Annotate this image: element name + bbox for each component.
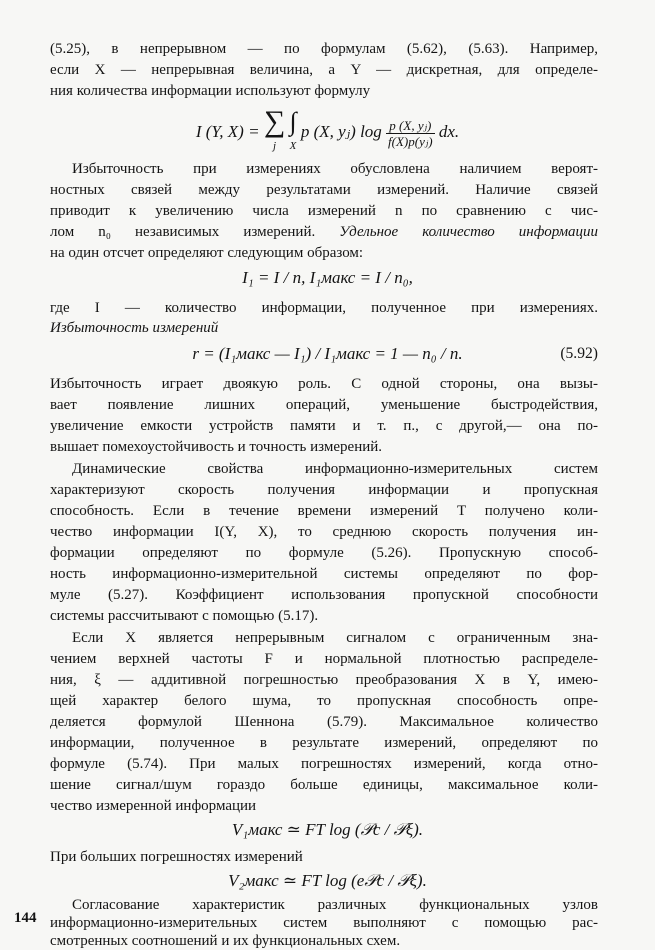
text-line: на один отсчет определяют следующим образом: — [50, 245, 364, 261]
text-line: щей характер белого шума, то пропускная способность опре- — [50, 693, 598, 709]
text-line: информации, полученное в результате измерений, определяют по — [50, 735, 598, 751]
text-line: чением верхней частоты F и нормальной плотностью распределе- — [50, 651, 598, 667]
text-line: способность. Если в течение времени измерений T получено коли- — [50, 503, 598, 519]
text-fragment: лом n₀ независимых измерений. — [50, 224, 316, 240]
formula-lhs: I (Y, X) = — [195, 122, 260, 141]
text-line: информационно-измерительных систем выполняют с помощью рас- — [50, 915, 598, 931]
text-line: смотренных соотношений и их функциональных схем. — [50, 933, 401, 949]
text-line: Избыточность играет двоякую роль. С одной стороны, она вызы- — [50, 376, 598, 392]
text-line: где I — количество информации, полученное при измерениях. — [50, 300, 598, 316]
text-line: вает появление лишних операций, уменьшение быстродействия, — [50, 397, 598, 413]
text-line: приводит к увеличению числа измерений n по сравнению с чис- — [50, 203, 598, 219]
text-line: если X — непрерывная величина, а Y — дискретная, для определе- — [50, 62, 598, 78]
text-line — [50, 223, 598, 241]
text-line: (5.25), в непрерывном — по формулам (5.62), (5.63). Например, — [50, 41, 598, 57]
sum-symbol: ∑ — [263, 105, 286, 139]
formula-differential: dx. — [438, 122, 460, 141]
text-line: формуле (5.74). При малых погрешностях измерений, когда отно- — [50, 756, 598, 772]
text-line: ностных связей между результатами измерений. Наличие связей — [50, 182, 598, 198]
text-line: шение сигнал/шум гораздо больше единицы, максимальное коли- — [50, 777, 598, 793]
formula-max-information-small-error: V₁макс ≃ FT log (𝒫с / 𝒫ξ). — [231, 820, 424, 839]
text-line: Согласование характеристик различных функциональных узлов — [72, 897, 598, 913]
formula-specific-information: I₁ = I / n, I₁макс = I / n₀, — [242, 268, 413, 287]
integral-symbol: ∫ — [289, 107, 297, 137]
log-fraction — [386, 118, 435, 149]
formula-information-amount — [0, 105, 655, 156]
text-line: увеличение емкости устройств памяти и т. п., с другой,— она по- — [50, 418, 598, 434]
text-line: чество информации I(Y, X), то среднюю скорость получения ин- — [50, 524, 598, 540]
formula-max-information-large-error: V₂макс ≃ FT log (e𝒫с / 𝒫ξ). — [228, 871, 427, 890]
formula-body: p (X, yⱼ) log — [300, 122, 382, 141]
text-line: муле (5.27). Коэффициент использования пропускной способности — [50, 587, 598, 603]
italic-term: Избыточность измерений — [50, 320, 219, 336]
fraction-numerator: p (X, yⱼ) — [386, 118, 435, 134]
text-line: вышает помехоустойчивость и точность измерений. — [50, 439, 383, 455]
text-line: Избыточность при измерениях обусловлена наличием вероят- — [72, 161, 598, 177]
text-line: системы рассчитывают с помощью (5.17). — [50, 608, 319, 624]
equation-number: (5.92) — [560, 345, 598, 362]
text-line: При больших погрешностях измерений — [50, 849, 303, 865]
text-line: Динамические свойства информационно-измерительных систем — [72, 461, 598, 477]
page-number: 144 — [14, 910, 37, 926]
integral-domain: X — [289, 140, 297, 153]
sum-index: j — [272, 140, 277, 153]
italic-term: Удельное количество информации — [339, 224, 599, 240]
formula-redundancy: r = (I₁макс — I₁) / I₁макс = 1 — n₀ / n. — [192, 344, 463, 363]
text-line: ность информационно-измерительной системы определяют по фор- — [50, 566, 598, 582]
text-line: формации определяют по формуле (5.26). Пропускную способ- — [50, 545, 598, 561]
text-line: характеризуют скорость получения информации и пропускная — [50, 482, 598, 498]
fraction-denominator: f(X)p(yⱼ) — [388, 133, 433, 149]
text-line: ния, ξ — аддитивной погрешностью преобразования X в Y, имею- — [50, 672, 598, 688]
text-line: Если X является непрерывным сигналом с ограниченным зна- — [72, 630, 598, 646]
text-line: деляется формулой Шеннона (5.79). Максимальное количество — [50, 714, 598, 730]
text-line: ния количества информации используют формулу — [50, 83, 371, 99]
text-line: чество измеренной информации — [50, 798, 257, 814]
